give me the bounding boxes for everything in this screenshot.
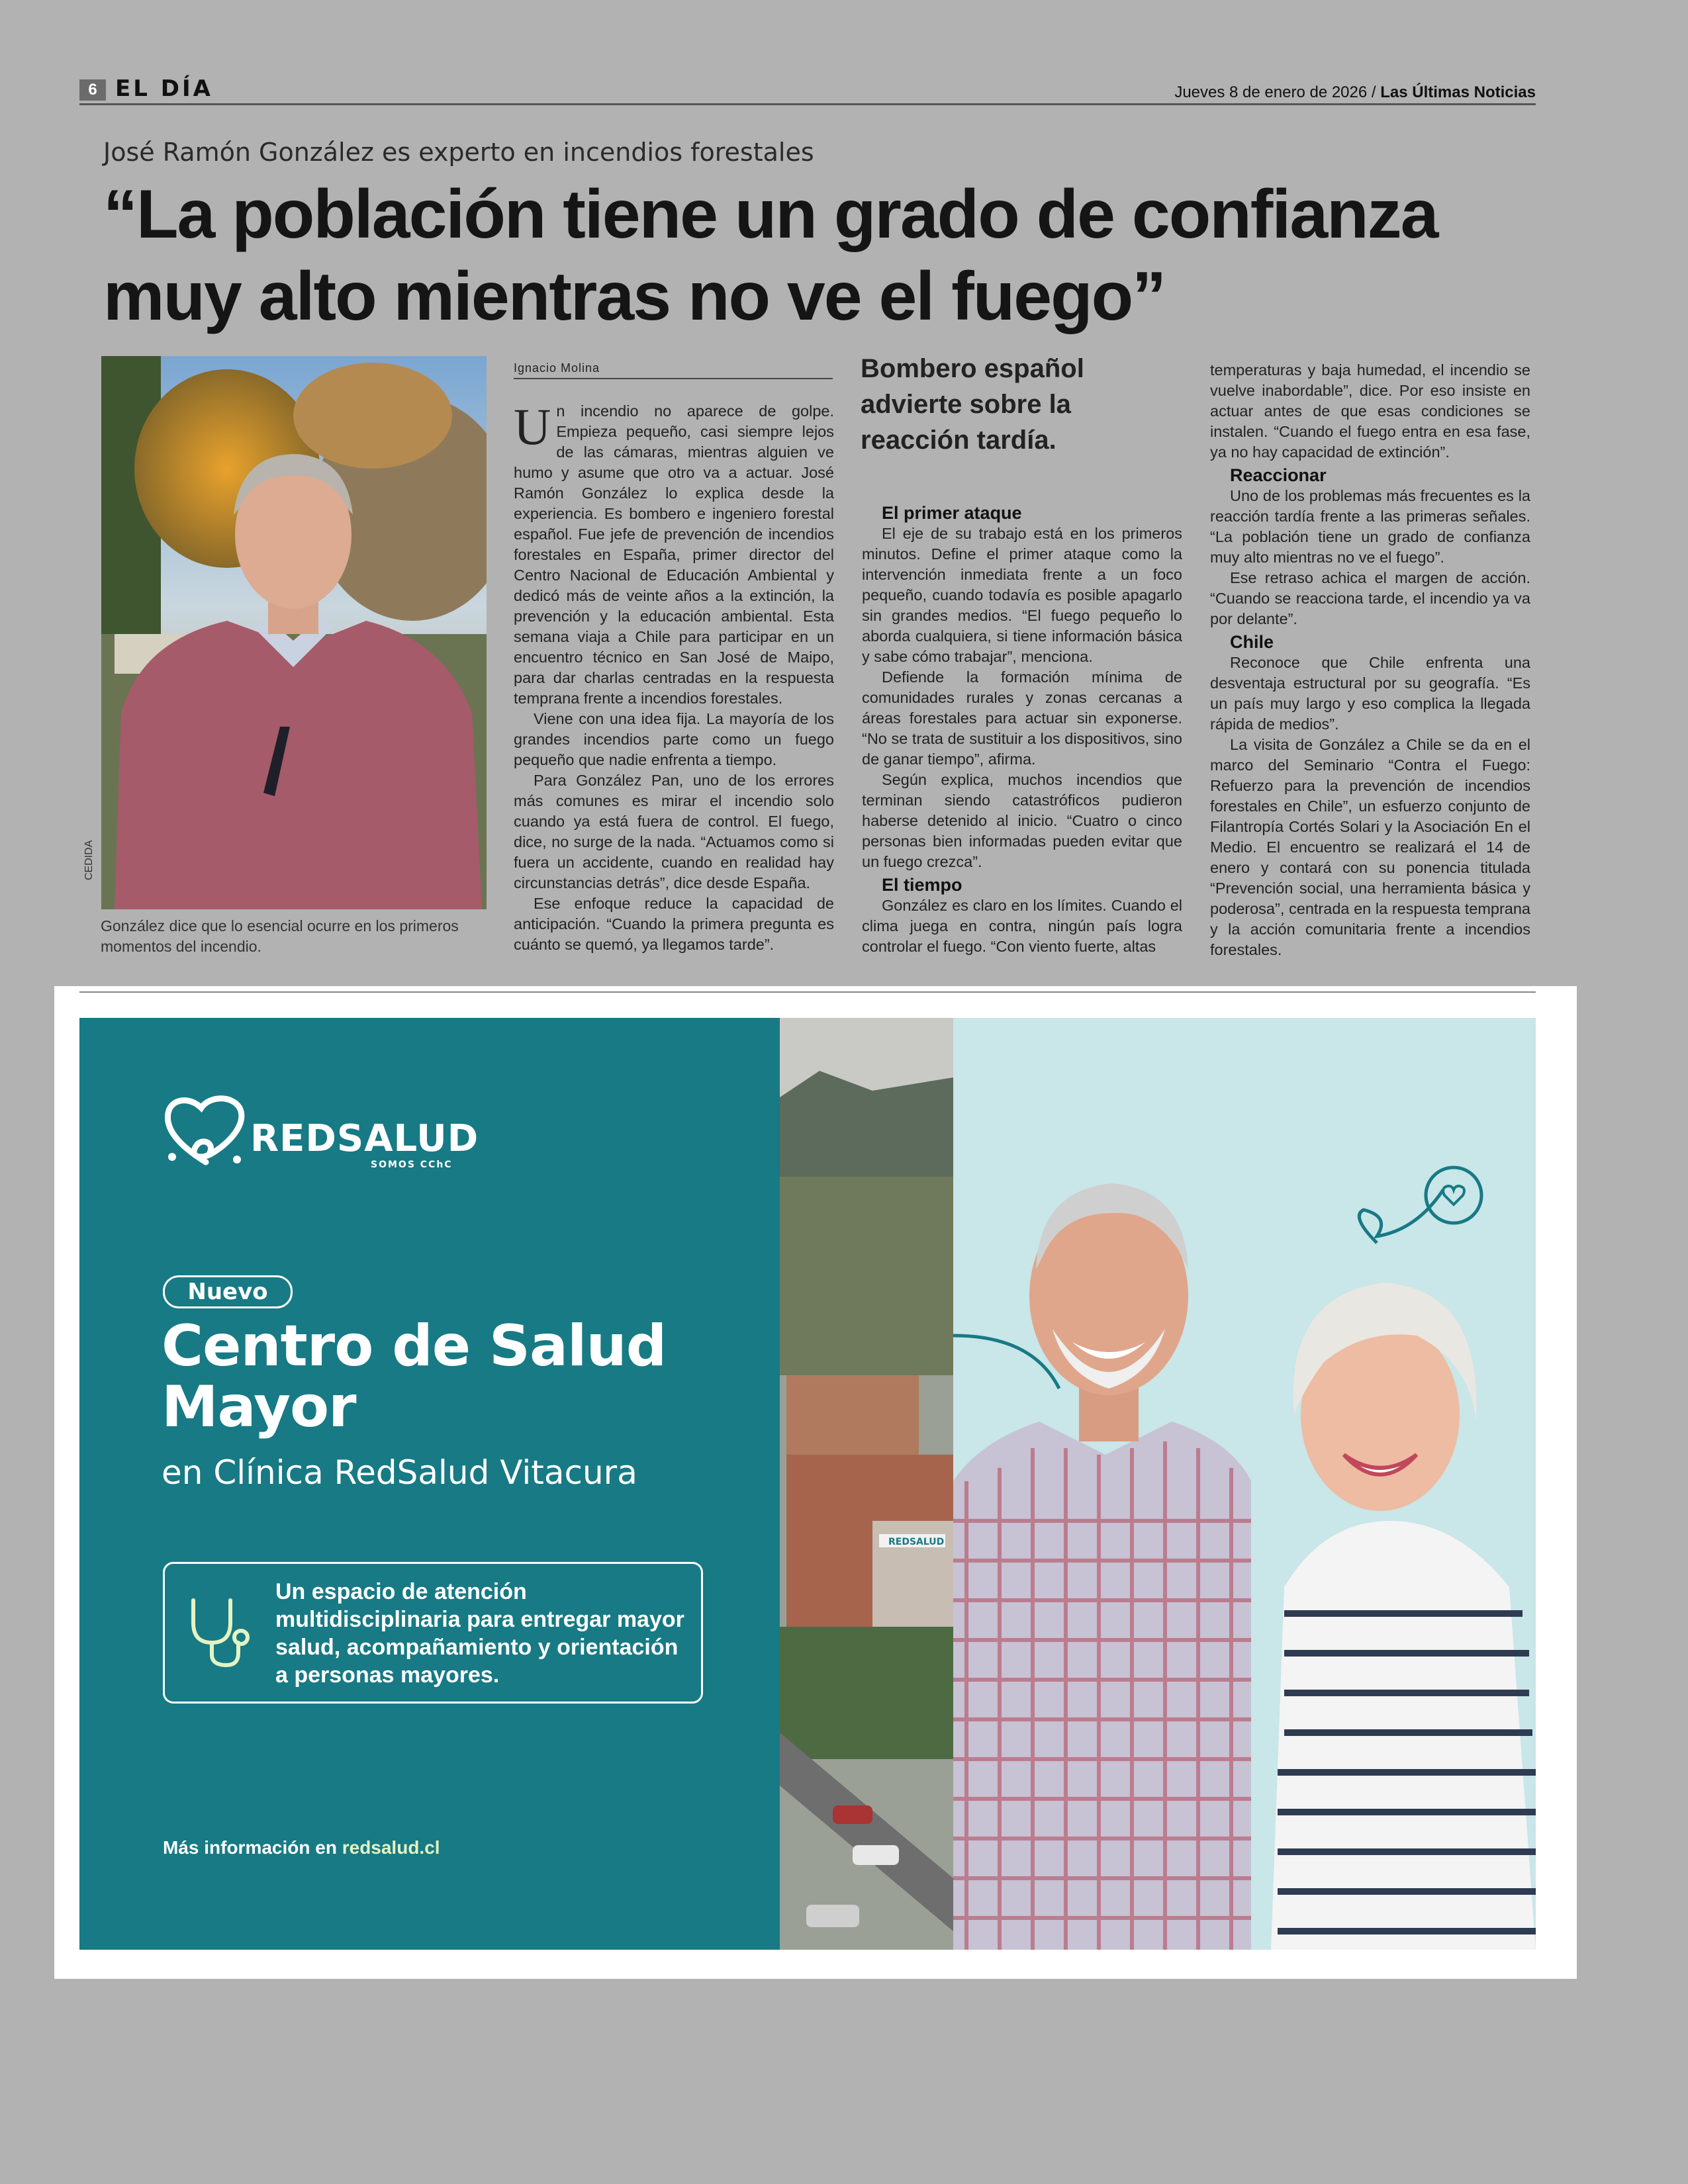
paragraph: n incendio no aparece de golpe. Empieza pequeño, casi siempre lejos de las cámaras, mientras alguien ve humo y asume que otro va a actuar. José Ramón González lo explica desde la experiencia. Es bombero e ingeniero forestal español. Fue jefe de prevención de incendios forestales en España, primer director del Centro Nacional de Educación Ambiental y dedicó más de veinte años a la extinción, la prevención y la educación ambiental. Esta semana viaja a Chile para participar en un encuentro técnico en San José de Maipo, para dar charlas centradas en la respuesta temprana frente a incendios forestales. (514, 402, 834, 707)
more-info-prefix: Más información en (163, 1837, 337, 1858)
ad-title: Centro de Salud Mayor (162, 1313, 667, 1440)
paragraph: Según explica, muchos incendios que terminan siendo catastróficos pudieron haberse detenido al inicio. “Cuatro o cinco personas bien informadas pueden evitar que un fuego crezca”. (862, 771, 1182, 870)
byline: Ignacio Molina (514, 361, 833, 379)
photo-credit: CEDIDA (83, 840, 95, 880)
article-column-2 (862, 500, 1182, 957)
building-sign: REDSALUD (888, 1537, 945, 1547)
ad-city-photo (780, 1018, 953, 1950)
photo-caption: González dice que lo esencial ocurre en los primeros momentos del incendio. (101, 917, 459, 955)
subheading-el-tiempo: El tiempo (882, 875, 962, 895)
ad-couple-photo (953, 1018, 1536, 1950)
dateline (1174, 83, 1536, 102)
publication-name: Las Últimas Noticias (1380, 83, 1536, 101)
stethoscope-icon (188, 1596, 254, 1669)
article-kicker: José Ramón González es experto en incendios forestales (103, 138, 814, 167)
dateline-separator: / (1371, 83, 1376, 101)
paragraph: Ese retraso achica el margen de acción. “Cuando se reacciona tarde, el incendio ya va por delante”. (1210, 569, 1530, 627)
page-number: 6 (79, 79, 106, 101)
city-aerial-illustration (780, 1018, 953, 1950)
subheading-reaccionar: Reaccionar (1230, 465, 1327, 485)
senior-couple-illustration (953, 1018, 1536, 1950)
header-rule (79, 103, 1536, 105)
article-column-3 (1210, 360, 1530, 960)
more-info (163, 1837, 440, 1858)
paragraph: La visita de González a Chile se da en el marco del Seminario “Contra el Fuego: Refuerzo para la prevención de incendios forestales en Chile”, un esfuerzo conjunto de Filantropía Cortés Solari y la Asociación En el Medio. El encuentro se realizará el 14 de enero y contará con su ponencia titulada “Prevención social, una herramienta básica y poderosa”, centrada en la respuesta temprana y la acción comunitaria frente a incendios forestales. (1210, 736, 1530, 958)
article-column-1 (514, 398, 834, 955)
ad-description: Un espacio de atención multidisciplinaria para entregar mayor salud, acompañamiento y orientación a personas mayores. (275, 1579, 684, 1688)
paragraph: temperaturas y baja humedad, el incendio se vuelve inabordable”, dice. Por eso insiste en actuar antes de que esas condiciones se instalen. “Cuando el fuego entra en esa fase, ya no hay capacidad de extinción”. (1210, 361, 1530, 461)
paragraph: Reconoce que Chile enfrenta una desventaja estructural por su geografía. “Es un país muy largo y eso complica la llegada rápida de medios”. (1210, 654, 1530, 733)
portrait-photo (101, 356, 487, 909)
article-bottom-rule (79, 991, 1536, 993)
paragraph: Para González Pan, uno de los errores más comunes es mirar el incendio solo cuando ya está fuera de control. El fuego, dice, no surge de la nada. “Actuamos como si fuera un accidente, cuando en realidad hay circunstancias detrás”, dice desde España. (514, 772, 834, 891)
ad-subtitle: en Clínica RedSalud Vitacura (162, 1453, 637, 1492)
paragraph: El eje de su trabajo está en los primeros minutos. Define el primer ataque como la intervención inmediata frente a un foco pequeño, cuando todavía es posible apagarlo sin grandes medios. “El fuego pequeño lo aborda cualquiera, si tiene información básica y sabe cómo trabajar”, menciona. (862, 525, 1182, 665)
paragraph: González es claro en los límites. Cuando el clima juega en contra, ningún país logra controlar el fuego. “Con viento fuerte, altas (862, 897, 1182, 955)
paragraph: Ese enfoque reduce la capacidad de anticipación. “Cuando la primera pregunta es cuánto se quemó, ya llegamos tarde”. (514, 895, 834, 953)
article-headline: “La población tiene un grado de confianza muy alto mientras no ve el fuego” (103, 176, 1438, 335)
paragraph: Defiende la formación mínima de comunidades rurales y zonas cercanas a áreas forestales para actuar sin exponerse. “No se trata de sustituir a los dispositivos, sino de ganar tiempo”, afirma. (862, 668, 1182, 768)
article-deck: Bombero español advierte sobre la reacción tardía. (861, 354, 1084, 455)
brand-tagline: SOMOS CChC (371, 1160, 453, 1170)
subheading-primer-ataque: El primer ataque (882, 503, 1022, 523)
subheading-chile: Chile (1230, 632, 1274, 652)
redsalud-heart-logo-icon (163, 1091, 249, 1170)
portrait-illustration (101, 356, 487, 909)
section-name: EL DÍA (115, 75, 213, 102)
issue-date: Jueves 8 de enero de 2026 (1174, 83, 1368, 101)
drop-cap: U (514, 398, 551, 455)
brand-name: REDSALUD (250, 1117, 479, 1160)
redsalud-link[interactable]: redsalud.cl (342, 1837, 440, 1858)
new-badge: Nuevo (163, 1275, 293, 1308)
paragraph: Uno de los problemas más frecuentes es la reacción tardía frente a las primeras señales. “La población tiene un grado de confianza muy alto mientras no ve el fuego”. (1210, 487, 1530, 566)
paragraph: Viene con una idea fija. La mayoría de los grandes incendios parte como un fuego pequeño que nadie enfrenta a tiempo. (514, 710, 834, 768)
